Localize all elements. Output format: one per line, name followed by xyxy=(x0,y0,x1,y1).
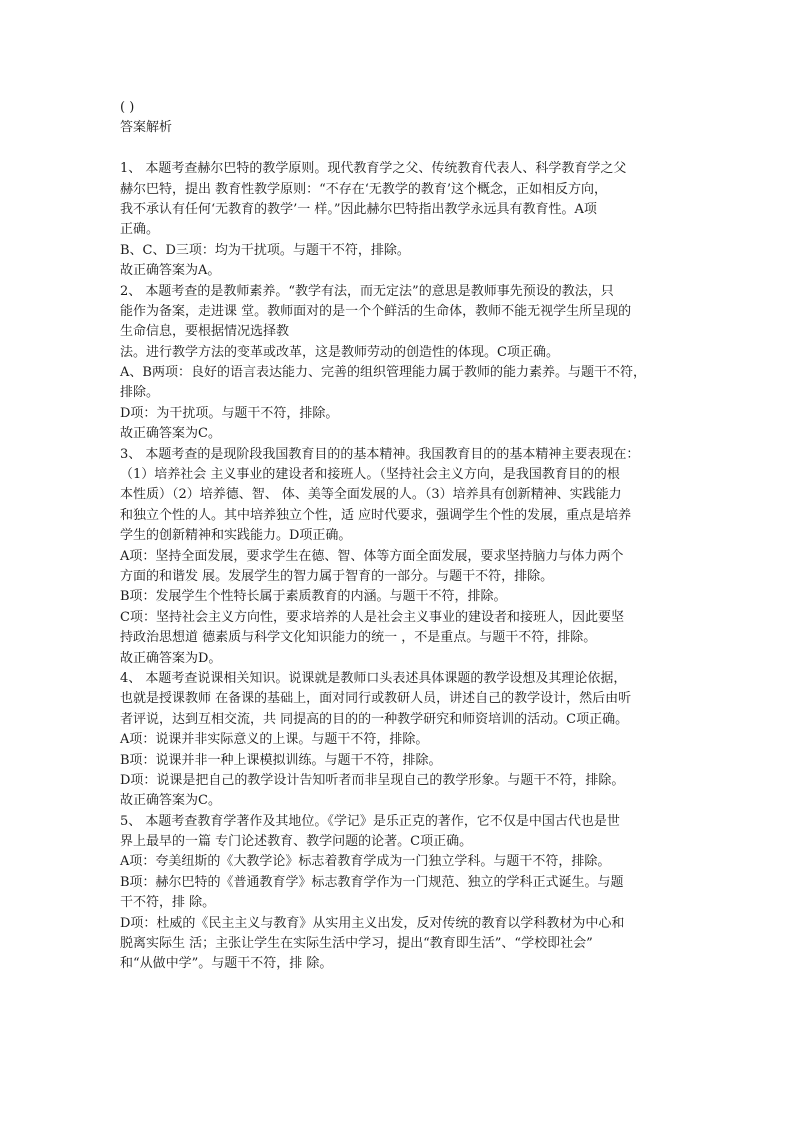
text-line: B项：说课并非一种上课模拟训练。与题干不符，排除。 xyxy=(120,752,442,768)
text-line: 故正确答案为A。 xyxy=(120,263,221,279)
document-page xyxy=(120,98,690,975)
text-line: 正确。 xyxy=(120,222,160,238)
text-line: 能作为备案，走进课 堂。教师面对的是一个个鲜活的生命体，教师不能无视学生所呈现的 xyxy=(120,303,632,319)
text-line: 干不符，排 除。 xyxy=(120,895,216,911)
text-line: 界上最早的一篇 专门论述教育、教学问题的论著。C项正确。 xyxy=(120,834,473,850)
text-line: 和“从做中学”。与题干不符，排 除。 xyxy=(120,956,333,972)
text-line: 2、 本题考查的是教师素养。“教学有法，而无定法”的意思是教师事先预设的教法，只 xyxy=(120,283,614,299)
text-line: 3、 本题考查的是现阶段我国教育目的的基本精神。我国教育目的的基本精神主要表现在： xyxy=(120,446,640,462)
text-line: 学生的创新精神和实践能力。D项正确。 xyxy=(120,528,352,544)
text-line: 赫尔巴特，提出 教育性教学原则：“不存在‘无教学的教育’这个概念，正如相反方向， xyxy=(120,181,608,197)
text-line: 和独立个性的人。其中培养独立个性，适 应时代要求，强调学生个性的发展，重点是培养 xyxy=(120,507,632,523)
text-line: 本性质）（2）培养德、智、 体、美等全面发展的人。（3）培养具有创新精神、实践能力 xyxy=(120,487,622,503)
text-line: B项：赫尔巴特的《普通教育学》标志教育学作为一门规范、独立的学科正式诞生。与题 xyxy=(120,874,624,890)
text-line: 者评说，达到互相交流，共 同提高的目的的一种教学研究和师资培训的活动。C项正确。 xyxy=(120,711,629,727)
text-line: 方面的和谐发 展。发展学生的智力属于智育的一部分。与题干不符，排除。 xyxy=(120,568,554,584)
text-line: 我不承认有任何‘无教育的教学’一 样。”因此赫尔巴特指出教学永远具有教育性。A项 xyxy=(120,201,597,217)
text-line: （1）培养社会 主义事业的建设者和接班人。（坚持社会主义方向，是我国教育目的的根 xyxy=(120,467,620,483)
text-line: 1、 本题考查赫尔巴特的教学原则。现代教育学之父、传统教育代表人、科学教育学之父 xyxy=(120,161,627,177)
text-line: B、C、D三项：均为干扰项。与题干不符，排除。 xyxy=(120,242,410,258)
section-title: 答案解析 xyxy=(120,120,173,136)
text-line: D项：杜威的《民主主义与教育》从实用主义出发，反对传统的教育以学科教材为中心和 xyxy=(120,915,625,931)
text-line: D项：说课是把自己的教学设计告知听者而非呈现自己的教学形象。与题干不符，排除。 xyxy=(120,772,625,788)
text-line: 4、 本题考查说课相关知识。说课就是教师口头表述具体课题的教学设想及其理论依据， xyxy=(120,670,627,686)
text-line: 持政治思想道 德素质与科学文化知识能力的统一 ，不是重点。与题干不符，排除。 xyxy=(120,630,597,646)
text-line: B项：发展学生个性特长属于素质教育的内涵。与题干不符，排除。 xyxy=(120,589,507,605)
text-line: A项：夸美纽斯的《大教学论》标志着教育学成为一门独立学科。与题干不符，排除。 xyxy=(120,854,611,870)
text-line: 法。进行教学方法的变革或改革，这是教师劳动的创造性的体现。C项正确。 xyxy=(120,344,559,360)
text-line: 排除。 xyxy=(120,385,160,401)
text-line: 脱离实际生 活；主张让学生在实际生活中学习，提出“教育即生活”、“学校即社会” xyxy=(120,936,593,952)
answer-bracket: ( ) xyxy=(120,100,135,115)
text-line: C项：坚持社会主义方向性，要求培养的人是社会主义事业的建设者和接班人，因此要坚 xyxy=(120,609,624,625)
text-line: A项：说课并非实际意义的上课。与题干不符，排除。 xyxy=(120,732,429,748)
answer-explanations xyxy=(120,159,690,975)
text-line: 故正确答案为D。 xyxy=(120,650,222,666)
text-line: A、B两项：良好的语言表达能力、完善的组织管理能力属于教师的能力素养。与题干不符， xyxy=(120,365,646,381)
text-line: 生命信息，要根据情况选择教 xyxy=(120,324,290,340)
spacer xyxy=(120,139,690,159)
text-line: 5、 本题考查教育学著作及其地位。《学记》是乐正克的著作，它不仅是中国古代也是世 xyxy=(120,813,620,829)
text-line: 也就是授课教师 在备课的基础上，面对同行或教研人员，讲述自己的教学设计，然后由听 xyxy=(120,691,632,707)
text-line: D项：为干扰项。与题干不符，排除。 xyxy=(120,405,339,421)
text-line: 故正确答案为C。 xyxy=(120,793,221,809)
text-line: 故正确答案为C。 xyxy=(120,426,221,442)
text-line: A项：坚持全面发展，要求学生在德、智、体等方面全面发展，要求坚持脑力与体力两个 xyxy=(120,548,624,564)
